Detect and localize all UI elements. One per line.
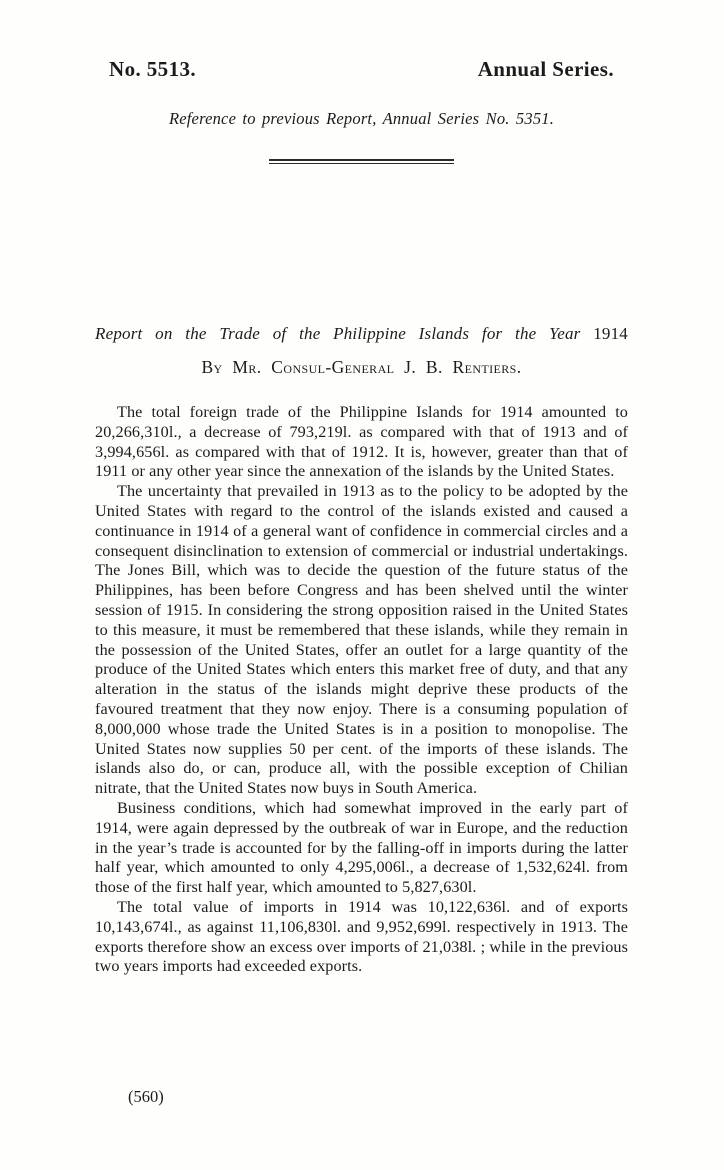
byline: By Mr. Consul-General J. B. Rentiers.	[201, 357, 522, 377]
page-content	[0, 57, 724, 977]
page-signature: (560)	[128, 1087, 164, 1106]
paragraph: The uncertainty that prevailed in 1913 as to the policy to be adopted by the United States with regard to the control of the islands existed and caused a continuance in 1914 of a general want of confidence in commercial circles and a consequent disinclination to extension of commercial or industrial undertakings. The Jones Bill, which was to decide the question of the future status of the Philippines, has been before Congress and has been shelved until the winter session of 1915. In considering the strong opposition raised in the United States to this measure, it must be remembered that these islands, while they remain in the possession of the United States, offer an outlet for a large quantity of the produce of the United States which enters this market free of duty, and that any alteration in the status of the islands might deprive these products of the favoured treatment that they now enjoy. There is a consuming population of 8,000,000 whose trade the United States is in a position to monopolise. The United States now supplies 50 per cent. of the imports of these islands. The islands also do, or can, produce all, with the possible exception of Chilian nitrate, that the United States now buys in South America.	[95, 482, 628, 798]
paragraph: Business conditions, which had somewhat improved in the early part of 1914, were again depressed by the outbreak of war in Europe, and the reduction in the year’s trade is accounted for by the falling-off in imports during the latter half year, which amounted to only 4,295,006l., a decrease of 1,532,624l. from those of the first half year, which amounted to 5,827,630l.	[95, 798, 628, 897]
report-body	[95, 403, 628, 977]
paragraph: The total value of imports in 1914 was 10,122,636l. and of exports 10,143,674l., as against 11,106,830l. and 9,952,699l. respectively in 1913. The exports therefore show an excess over imports of 21,038l. ; while in the previous two years imports had exceeded exports.	[95, 897, 628, 976]
paragraph: The total foreign trade of the Philippine Islands for 1914 amounted to 20,266,310l., a decrease of 793,219l. as compared with that of 1913 and of 3,994,656l. as compared with that of 1912. It is, however, greater than that of 1911 or any other year since the annexation of the islands by the United States.	[95, 403, 628, 481]
series-label: Annual Series.	[477, 57, 614, 81]
report-title-year: 1914	[593, 324, 628, 343]
doc-header	[95, 57, 628, 82]
report-title-text: Report on the Trade of the Philippine Islands for the Year	[95, 324, 581, 343]
divider-rule	[269, 159, 454, 164]
doc-number: No. 5513.	[109, 57, 197, 81]
report-title	[95, 324, 628, 344]
reference-line: Reference to previous Report, Annual Series No. 5351.	[168, 109, 555, 128]
